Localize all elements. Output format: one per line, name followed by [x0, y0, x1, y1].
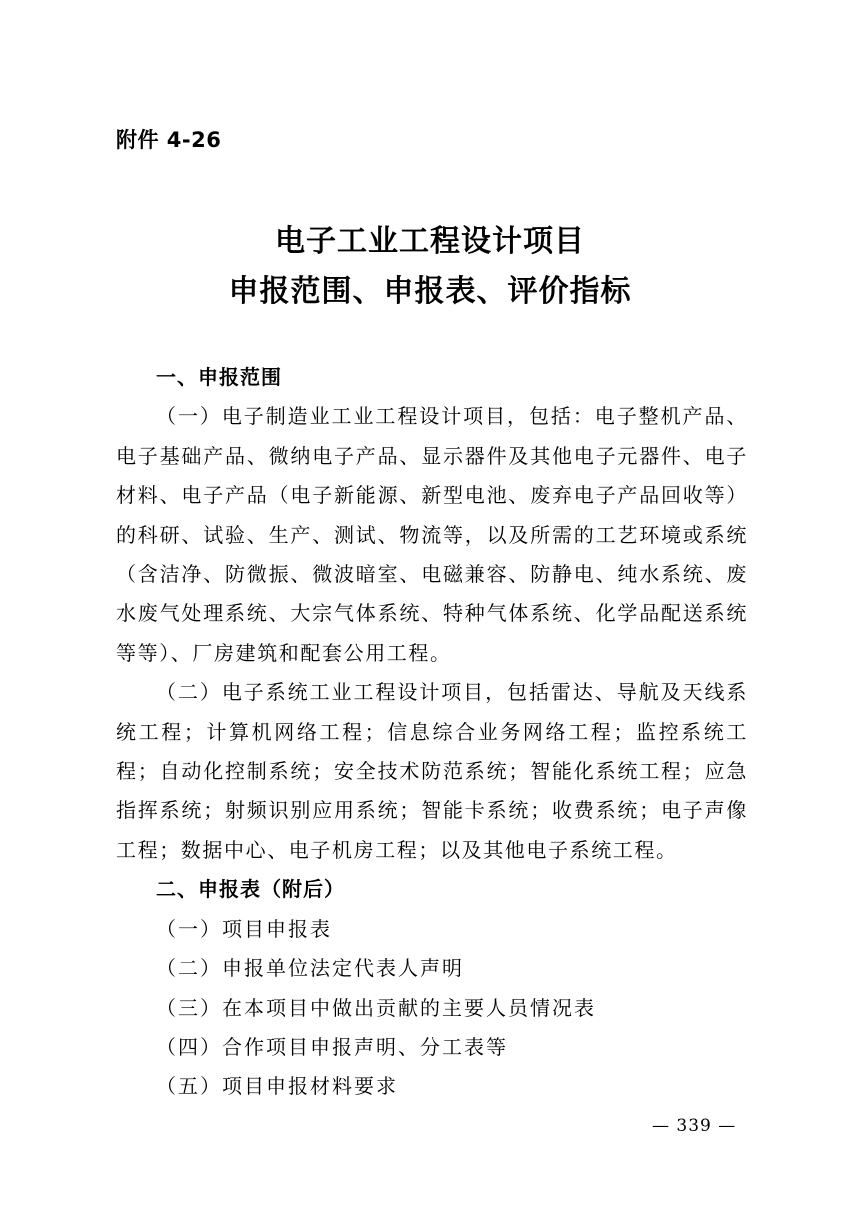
- document-title-line-1: 电子工业工程设计项目: [275, 224, 585, 259]
- page-number: — 339 —: [652, 1116, 737, 1136]
- form-list-item: （一）项目申报表: [156, 916, 332, 941]
- form-list-item: （四）合作项目申报声明、分工表等: [156, 1034, 508, 1059]
- scope-paragraph-1: （一）电子制造业工业工程设计项目，包括：电子整机产品、电子基础产品、微纳电子产品、显示器件及其他电子元器件、电子材料、电子产品（电子新能源、新型电池、废弃电子产品回收等）的科研、试验、生产、测试、物流等，以及所需的工艺环境或系统（含洁净、防微振、微波暗室、电磁兼容、防静电、纯水系统、废水废气处理系统、大宗气体系统、特种气体系统、化学品配送系统等等）、厂房建筑和配套公用工程。: [116, 404, 748, 665]
- section-heading-scope: 一、申报范围: [156, 365, 282, 389]
- annex-label: 附件 4-26: [116, 128, 222, 152]
- document-title-line-2: 申报范围、申报表、评价指标: [228, 274, 632, 309]
- form-list-item: （二）申报单位法定代表人声明: [156, 956, 464, 981]
- document-body: [116, 358, 748, 1107]
- form-list-item: （五）项目申报材料要求: [156, 1074, 398, 1099]
- section-heading-forms: 二、申报表（附后）: [156, 877, 345, 902]
- scope-paragraph-2: （二）电子系统工业工程设计项目，包括雷达、导航及天线系统工程；计算机网络工程；信息综合业务网络工程；监控系统工程；自动化控制系统；安全技术防范系统；智能化系统工程；应急指挥系统；射频识别应用系统；智能卡系统；收费系统；电子声像工程；数据中心、电子机房工程；以及其他电子系统工程。: [116, 680, 748, 862]
- form-list-item: （三）在本项目中做出贡献的主要人员情况表: [156, 995, 596, 1020]
